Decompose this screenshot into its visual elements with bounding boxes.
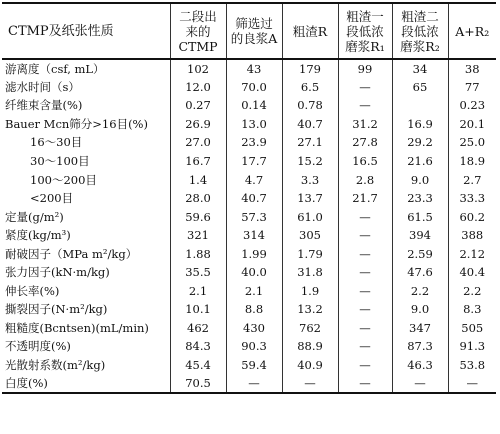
table-cell: 102: [170, 59, 226, 78]
column-header-reject-r2: 粗渣二段低浓磨浆R₂: [392, 3, 448, 59]
table-cell: 18.9: [448, 152, 496, 171]
table-cell: —: [338, 78, 392, 97]
table-cell: 6.5: [282, 78, 338, 97]
table-cell: 70.5: [170, 374, 226, 393]
table-cell: —: [282, 374, 338, 393]
table-row: [2, 282, 496, 301]
table-cell: 77: [448, 78, 496, 97]
table-cell: 45.4: [170, 356, 226, 375]
table-cell: 179: [282, 59, 338, 78]
table-cell: 21.7: [338, 189, 392, 208]
table-cell: 34: [392, 59, 448, 78]
table-cell: 0.27: [170, 96, 226, 115]
table-cell: 70.0: [226, 78, 282, 97]
table-cell: 40.7: [282, 115, 338, 134]
row-label: 白度(%): [2, 374, 170, 393]
row-label: 定量(g/m²): [5, 209, 64, 224]
table-row: [2, 78, 496, 97]
table-cell: 23.3: [392, 189, 448, 208]
table-cell: 47.6: [392, 263, 448, 282]
table-cell: 40.4: [448, 263, 496, 282]
table-cell: 2.59: [392, 244, 448, 263]
table-row: [2, 115, 496, 134]
table-row: [2, 207, 496, 226]
row-label: 张力因子(kN·m/kg): [5, 265, 110, 280]
table-row: [2, 244, 496, 263]
table-header-row: [2, 3, 496, 59]
table-row: [2, 319, 496, 338]
table-cell: 4.7: [226, 170, 282, 189]
row-label: 撕裂因子(N·m²/kg): [5, 302, 108, 317]
table-cell: 91.3: [448, 337, 496, 356]
table-cell: 3.3: [282, 170, 338, 189]
table-cell: —: [338, 300, 392, 319]
table-row: [2, 263, 496, 282]
table-cell: 46.3: [392, 356, 448, 375]
table-row: [2, 337, 496, 356]
table-cell: 59.4: [226, 356, 282, 375]
table-row: [2, 133, 496, 152]
table-cell: [392, 96, 448, 115]
table-cell: 762: [282, 319, 338, 338]
table-cell: 1.99: [226, 244, 282, 263]
table-cell: 13.7: [282, 189, 338, 208]
table-cell: 61.0: [282, 207, 338, 226]
table-cell: 2.12: [448, 244, 496, 263]
table-cell: 2.2: [392, 282, 448, 301]
table-cell: —: [338, 356, 392, 375]
row-label: Bauer Mcn筛分>16目(%): [5, 116, 148, 131]
table-cell: 12.0: [170, 78, 226, 97]
table-row: [2, 300, 496, 319]
table-row: [2, 356, 496, 375]
table-cell: 13.0: [226, 115, 282, 134]
table-cell: —: [338, 319, 392, 338]
table-cell: 9.0: [392, 170, 448, 189]
table-cell: 2.7: [448, 170, 496, 189]
column-header-screened-accept-a: 筛选过的良浆A: [226, 3, 282, 59]
table-row: [2, 152, 496, 171]
row-label: 30～100目: [30, 154, 90, 168]
row-label: 紧度(kg/m³): [5, 228, 71, 243]
table-cell: 1.9: [282, 282, 338, 301]
row-label: 16～30目: [30, 135, 83, 150]
row-label: 伸长率(%): [5, 283, 60, 298]
table-cell: 57.3: [226, 207, 282, 226]
table-cell: 388: [448, 226, 496, 245]
table-cell: 16.9: [392, 115, 448, 134]
table-cell: —: [392, 374, 448, 393]
pulp-properties-table: [2, 2, 496, 394]
table-cell: 0.14: [226, 96, 282, 115]
table-cell: 2.8: [338, 170, 392, 189]
table-row: [2, 374, 496, 393]
table-cell: 27.1: [282, 133, 338, 152]
table-cell: 15.2: [282, 152, 338, 171]
table-cell: 21.6: [392, 152, 448, 171]
table-cell: 31.8: [282, 263, 338, 282]
table-cell: 88.9: [282, 337, 338, 356]
table-cell: 43: [226, 59, 282, 78]
table-cell: 13.2: [282, 300, 338, 319]
column-header-property: CTMP及纸张性质: [2, 3, 170, 59]
table-cell: 40.9: [282, 356, 338, 375]
table-row: [2, 170, 496, 189]
table-cell: 65: [392, 78, 448, 97]
table-cell: 87.3: [392, 337, 448, 356]
table-cell: 2.1: [170, 282, 226, 301]
table-cell: 305: [282, 226, 338, 245]
table-row: [2, 189, 496, 208]
table-cell: —: [448, 374, 496, 393]
row-label: 100～200目: [30, 172, 97, 187]
table-cell: —: [338, 96, 392, 115]
table-cell: 23.9: [226, 133, 282, 152]
column-header-reject-r: 粗渣R: [282, 3, 338, 59]
table-cell: 9.0: [392, 300, 448, 319]
table-cell: 33.3: [448, 189, 496, 208]
table-cell: 29.2: [392, 133, 448, 152]
row-label: 滤水时间（s）: [5, 79, 80, 94]
table-cell: 1.88: [170, 244, 226, 263]
table-cell: 2.2: [448, 282, 496, 301]
table-cell: 35.5: [170, 263, 226, 282]
table-cell: 16.5: [338, 152, 392, 171]
table-cell: 31.2: [338, 115, 392, 134]
table-cell: —: [338, 263, 392, 282]
table-cell: 505: [448, 319, 496, 338]
table-cell: 28.0: [170, 189, 226, 208]
table-cell: 0.78: [282, 96, 338, 115]
column-header-reject-r1: 粗渣一段低浓磨浆R₁: [338, 3, 392, 59]
row-label: 光散射系数(m²/kg): [5, 358, 106, 373]
column-header-ctmp-stage2: 二段出来的CTMP: [170, 3, 226, 59]
table-cell: 1.4: [170, 170, 226, 189]
row-label: 游离度（csf, mL）: [5, 61, 105, 76]
row-label: <200目: [30, 191, 74, 206]
table-cell: 8.3: [448, 300, 496, 319]
table-cell: 16.7: [170, 152, 226, 171]
row-label: 纤维束含量(%): [5, 98, 83, 113]
table-cell: 27.8: [338, 133, 392, 152]
table-cell: 20.1: [448, 115, 496, 134]
table-cell: 40.0: [226, 263, 282, 282]
table-cell: 27.0: [170, 133, 226, 152]
table-cell: 1.79: [282, 244, 338, 263]
table-row: [2, 96, 496, 115]
table-cell: 0.23: [448, 96, 496, 115]
row-label: 耐破因子（MPa m²/kg）: [5, 246, 138, 261]
table-cell: 394: [392, 226, 448, 245]
table-cell: 60.2: [448, 207, 496, 226]
table-cell: —: [226, 374, 282, 393]
table-cell: 38: [448, 59, 496, 78]
row-label: 不透明度(%): [5, 339, 71, 354]
table-cell: 53.8: [448, 356, 496, 375]
table-cell: 84.3: [170, 337, 226, 356]
table-cell: —: [338, 244, 392, 263]
table-body: [2, 59, 496, 393]
table-cell: 314: [226, 226, 282, 245]
table-cell: 59.6: [170, 207, 226, 226]
table-cell: 462: [170, 319, 226, 338]
table-cell: 26.9: [170, 115, 226, 134]
table-row: [2, 59, 496, 78]
table-cell: —: [338, 282, 392, 301]
table-cell: 25.0: [448, 133, 496, 152]
table-cell: 17.7: [226, 152, 282, 171]
table-cell: 90.3: [226, 337, 282, 356]
table-cell: 321: [170, 226, 226, 245]
table-cell: 99: [338, 59, 392, 78]
table-row: [2, 226, 496, 245]
table-cell: —: [338, 207, 392, 226]
table-cell: 347: [392, 319, 448, 338]
table-cell: 40.7: [226, 189, 282, 208]
table-cell: 8.8: [226, 300, 282, 319]
row-label: 粗糙度(Bcntsen)(mL/min): [5, 320, 149, 335]
table-cell: —: [338, 226, 392, 245]
table-cell: —: [338, 374, 392, 393]
table-cell: 61.5: [392, 207, 448, 226]
table-cell: 10.1: [170, 300, 226, 319]
table-cell: 430: [226, 319, 282, 338]
table-cell: —: [338, 337, 392, 356]
column-header-a-plus-r2: A+R₂: [448, 3, 496, 59]
table-cell: 2.1: [226, 282, 282, 301]
